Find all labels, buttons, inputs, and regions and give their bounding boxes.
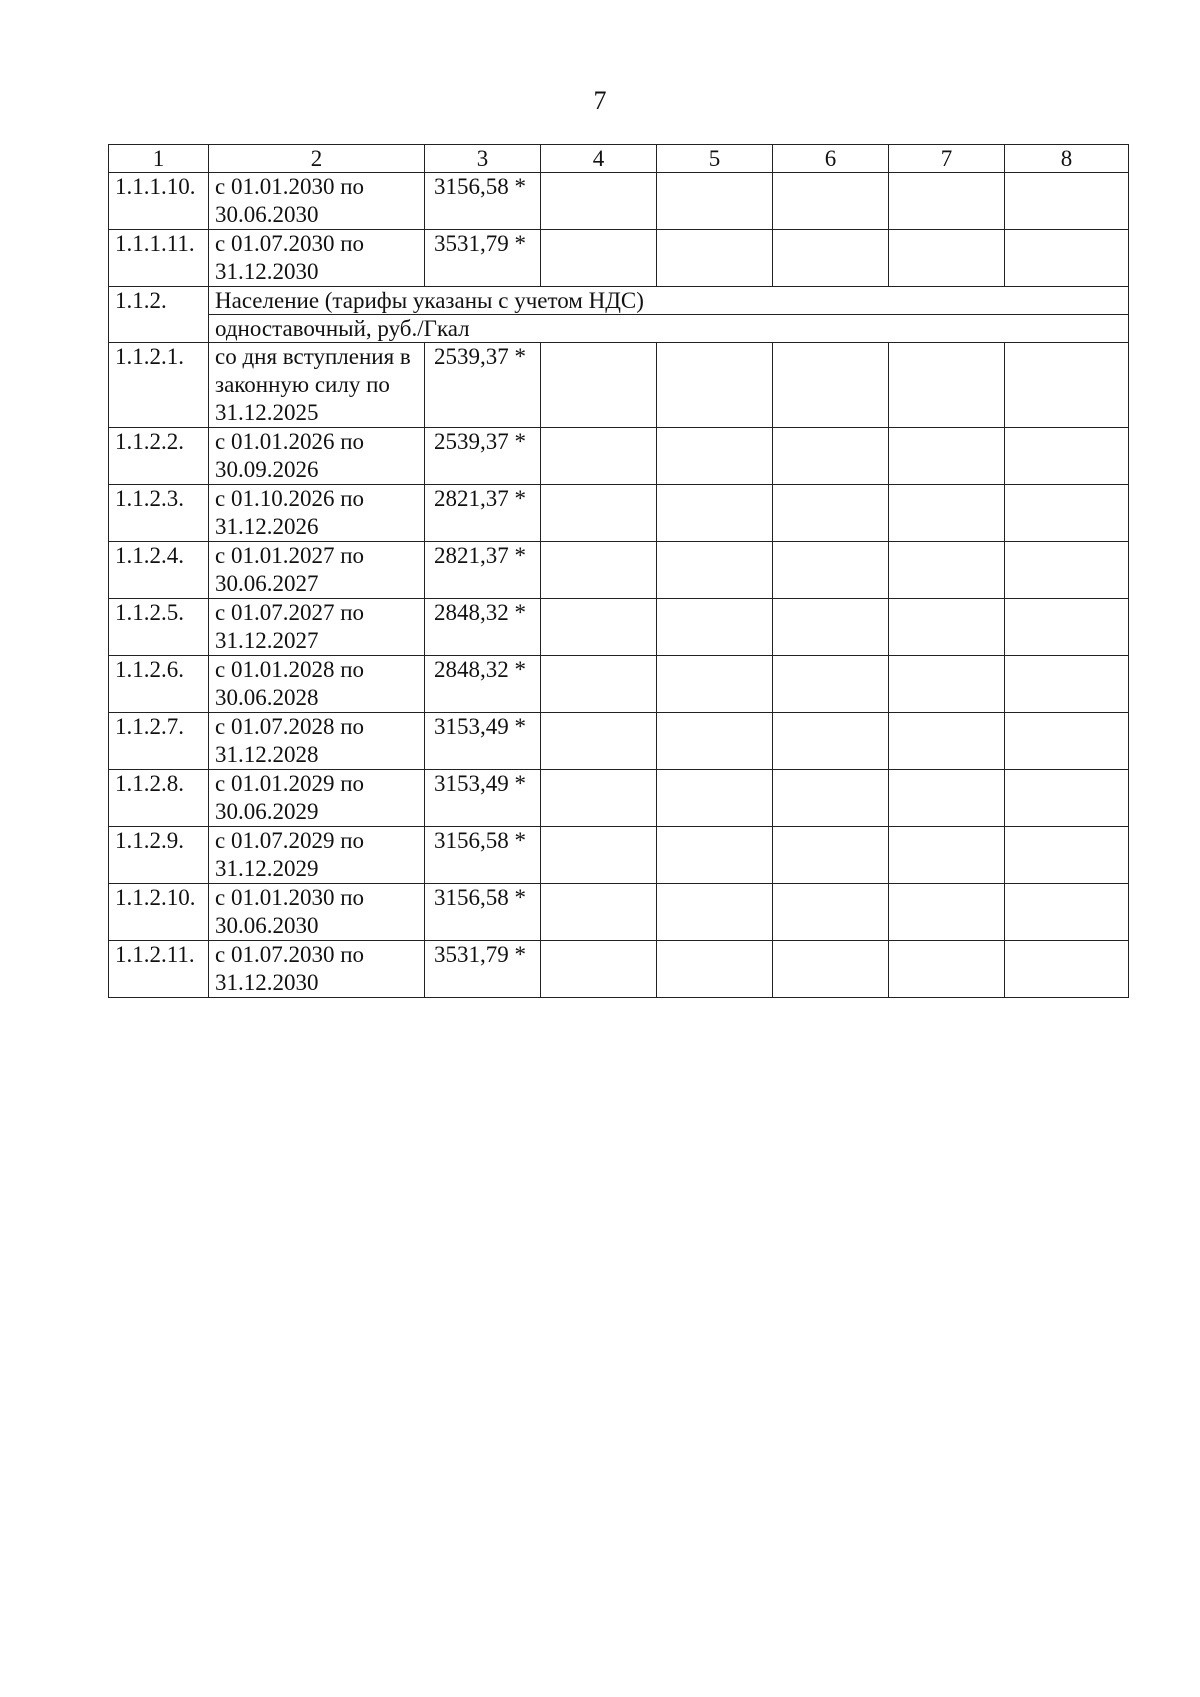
section-row (109, 287, 1129, 315)
empty-cell (541, 230, 657, 287)
table-row (109, 827, 1129, 884)
row-number: 1.1.2.7. (109, 713, 209, 770)
empty-cell (773, 827, 889, 884)
row-value: 3153,49 * (425, 713, 541, 770)
empty-cell (773, 428, 889, 485)
empty-cell (541, 343, 657, 428)
empty-cell (889, 827, 1005, 884)
empty-cell (1005, 656, 1129, 713)
row-period: с 01.07.2027 по 31.12.2027 (209, 599, 425, 656)
row-period: с 01.01.2030 по 30.06.2030 (209, 884, 425, 941)
empty-cell (541, 599, 657, 656)
empty-cell (657, 656, 773, 713)
section-title: Население (тарифы указаны с учетом НДС) (209, 287, 1129, 315)
row-value: 2821,37 * (425, 485, 541, 542)
row-number: 1.1.2.5. (109, 599, 209, 656)
empty-cell (1005, 884, 1129, 941)
column-header: 7 (889, 145, 1005, 173)
empty-cell (889, 884, 1005, 941)
empty-cell (1005, 770, 1129, 827)
empty-cell (773, 770, 889, 827)
empty-cell (773, 599, 889, 656)
row-value: 3156,58 * (425, 173, 541, 230)
row-value: 2539,37 * (425, 428, 541, 485)
column-header: 6 (773, 145, 889, 173)
empty-cell (773, 656, 889, 713)
row-value: 3531,79 * (425, 941, 541, 998)
empty-cell (889, 770, 1005, 827)
empty-cell (889, 941, 1005, 998)
column-header: 2 (209, 145, 425, 173)
empty-cell (889, 428, 1005, 485)
empty-cell (541, 884, 657, 941)
tariff-table (108, 144, 1129, 998)
row-period: с 01.01.2027 по 30.06.2027 (209, 542, 425, 599)
empty-cell (541, 827, 657, 884)
empty-cell (541, 428, 657, 485)
empty-cell (657, 542, 773, 599)
empty-cell (773, 941, 889, 998)
empty-cell (889, 656, 1005, 713)
row-value: 3153,49 * (425, 770, 541, 827)
empty-cell (1005, 542, 1129, 599)
empty-cell (889, 599, 1005, 656)
empty-cell (541, 656, 657, 713)
empty-cell (773, 713, 889, 770)
empty-cell (1005, 713, 1129, 770)
empty-cell (889, 173, 1005, 230)
empty-cell (657, 230, 773, 287)
row-period: с 01.07.2028 по 31.12.2028 (209, 713, 425, 770)
column-header: 8 (1005, 145, 1129, 173)
row-number: 1.1.1.10. (109, 173, 209, 230)
row-period: с 01.07.2029 по 31.12.2029 (209, 827, 425, 884)
empty-cell (541, 173, 657, 230)
empty-cell (773, 542, 889, 599)
table-row (109, 485, 1129, 542)
empty-cell (657, 485, 773, 542)
table-row (109, 542, 1129, 599)
empty-cell (1005, 230, 1129, 287)
row-value: 2848,32 * (425, 656, 541, 713)
table-row (109, 599, 1129, 656)
empty-cell (773, 230, 889, 287)
row-number: 1.1.2.3. (109, 485, 209, 542)
row-number: 1.1.2.9. (109, 827, 209, 884)
empty-cell (889, 230, 1005, 287)
row-value: 3156,58 * (425, 884, 541, 941)
empty-cell (1005, 173, 1129, 230)
table-row (109, 713, 1129, 770)
empty-cell (541, 941, 657, 998)
row-value: 3156,58 * (425, 827, 541, 884)
row-number: 1.1.2.10. (109, 884, 209, 941)
table-row (109, 230, 1129, 287)
empty-cell (889, 542, 1005, 599)
page-number: 7 (593, 86, 607, 115)
empty-cell (1005, 599, 1129, 656)
row-number: 1.1.2.1. (109, 343, 209, 428)
empty-cell (657, 770, 773, 827)
empty-cell (541, 770, 657, 827)
empty-cell (889, 713, 1005, 770)
row-number: 1.1.1.11. (109, 230, 209, 287)
section-number: 1.1.2. (109, 287, 209, 343)
empty-cell (657, 428, 773, 485)
table-row (109, 884, 1129, 941)
row-period: с 01.01.2030 по 30.06.2030 (209, 173, 425, 230)
row-value: 2539,37 * (425, 343, 541, 428)
row-period: с 01.01.2028 по 30.06.2028 (209, 656, 425, 713)
empty-cell (1005, 485, 1129, 542)
empty-cell (541, 713, 657, 770)
column-header: 1 (109, 145, 209, 173)
section-subtitle-row (109, 315, 1129, 343)
column-header: 5 (657, 145, 773, 173)
row-period: с 01.07.2030 по 31.12.2030 (209, 230, 425, 287)
table-row (109, 428, 1129, 485)
empty-cell (541, 542, 657, 599)
empty-cell (1005, 428, 1129, 485)
row-number: 1.1.2.8. (109, 770, 209, 827)
row-period: с 01.01.2029 по 30.06.2029 (209, 770, 425, 827)
empty-cell (773, 485, 889, 542)
empty-cell (1005, 343, 1129, 428)
row-period: со дня вступления в законную силу по 31.12.2025 (209, 343, 425, 428)
table-header-row (109, 145, 1129, 173)
table-row (109, 941, 1129, 998)
row-period: с 01.10.2026 по 31.12.2026 (209, 485, 425, 542)
empty-cell (1005, 827, 1129, 884)
column-header: 4 (541, 145, 657, 173)
row-period: с 01.07.2030 по 31.12.2030 (209, 941, 425, 998)
empty-cell (657, 173, 773, 230)
empty-cell (773, 343, 889, 428)
column-header: 3 (425, 145, 541, 173)
table-row (109, 770, 1129, 827)
empty-cell (773, 173, 889, 230)
empty-cell (1005, 941, 1129, 998)
row-period: с 01.01.2026 по 30.09.2026 (209, 428, 425, 485)
empty-cell (657, 884, 773, 941)
row-number: 1.1.2.4. (109, 542, 209, 599)
empty-cell (657, 343, 773, 428)
row-value: 2848,32 * (425, 599, 541, 656)
empty-cell (657, 941, 773, 998)
table-row (109, 656, 1129, 713)
empty-cell (889, 343, 1005, 428)
row-number: 1.1.2.6. (109, 656, 209, 713)
empty-cell (541, 485, 657, 542)
empty-cell (657, 827, 773, 884)
empty-cell (657, 713, 773, 770)
empty-cell (773, 884, 889, 941)
section-subtitle: одноставочный, руб./Гкал (209, 315, 1129, 343)
table-row (109, 173, 1129, 230)
row-value: 2821,37 * (425, 542, 541, 599)
empty-cell (889, 485, 1005, 542)
row-number: 1.1.2.2. (109, 428, 209, 485)
row-value: 3531,79 * (425, 230, 541, 287)
empty-cell (657, 599, 773, 656)
table-row (109, 343, 1129, 428)
row-number: 1.1.2.11. (109, 941, 209, 998)
